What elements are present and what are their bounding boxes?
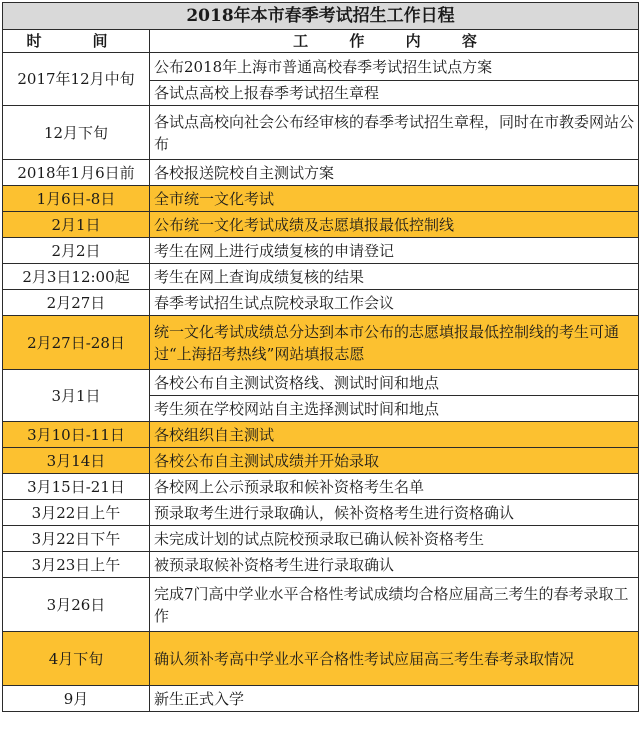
content-cell: 公布统一文化考试成绩及志愿填报最低控制线 bbox=[150, 212, 639, 238]
content-cell: 考生在网上查询成绩复核的结果 bbox=[150, 264, 639, 290]
time-cell: 3月1日 bbox=[3, 370, 150, 422]
table-row bbox=[3, 552, 639, 578]
table-row bbox=[3, 53, 639, 81]
content-column-header: 工 作 内 容 bbox=[150, 30, 639, 53]
time-cell: 2017年12月中旬 bbox=[3, 53, 150, 106]
time-cell: 2月3日12:00起 bbox=[3, 264, 150, 290]
time-cell: 3月22日下午 bbox=[3, 526, 150, 552]
table-row bbox=[3, 160, 639, 186]
time-column-header: 时 间 bbox=[3, 30, 150, 53]
time-cell: 4月下旬 bbox=[3, 632, 150, 686]
table-title: 2018年本市春季考试招生工作日程 bbox=[3, 3, 639, 30]
table-row bbox=[3, 106, 639, 160]
table-row bbox=[3, 290, 639, 316]
content-cell: 完成7门高中学业水平合格性考试成绩均合格应届高三考生的春考录取工作 bbox=[150, 578, 639, 632]
content-cell: 各校公布自主测试成绩并开始录取 bbox=[150, 448, 639, 474]
content-cell: 被预录取候补资格考生进行录取确认 bbox=[150, 552, 639, 578]
time-cell: 1月6日-8日 bbox=[3, 186, 150, 212]
content-cell: 全市统一文化考试 bbox=[150, 186, 639, 212]
table-row bbox=[3, 422, 639, 448]
content-cell: 公布2018年上海市普通高校春季考试招生试点方案 bbox=[150, 53, 639, 81]
content-cell: 各试点高校上报春季考试招生章程 bbox=[150, 81, 639, 106]
table-row bbox=[3, 578, 639, 632]
content-cell: 预录取考生进行录取确认，候补资格考生进行资格确认 bbox=[150, 500, 639, 526]
table-row bbox=[3, 264, 639, 290]
content-cell: 春季考试招生试点院校录取工作会议 bbox=[150, 290, 639, 316]
time-cell: 2月27日 bbox=[3, 290, 150, 316]
content-cell: 各校组织自主测试 bbox=[150, 422, 639, 448]
table-row bbox=[3, 632, 639, 686]
time-cell: 3月22日上午 bbox=[3, 500, 150, 526]
time-cell: 12月下旬 bbox=[3, 106, 150, 160]
content-cell: 各校公布自主测试资格线、测试时间和地点 bbox=[150, 370, 639, 396]
content-cell: 各试点高校向社会公布经审核的春季考试招生章程，同时在市教委网站公布 bbox=[150, 106, 639, 160]
content-cell: 考生须在学校网站自主选择测试时间和地点 bbox=[150, 396, 639, 422]
time-cell: 3月14日 bbox=[3, 448, 150, 474]
table-row bbox=[3, 686, 639, 712]
content-cell: 统一文化考试成绩总分达到本市公布的志愿填报最低控制线的考生可通过“上海招考热线”网站填报志愿 bbox=[150, 316, 639, 370]
table-row bbox=[3, 186, 639, 212]
table-row bbox=[3, 316, 639, 370]
title-row bbox=[3, 3, 639, 30]
content-cell: 新生正式入学 bbox=[150, 686, 639, 712]
table-row bbox=[3, 212, 639, 238]
table-row bbox=[3, 474, 639, 500]
schedule-table bbox=[2, 2, 639, 712]
time-cell: 3月10日-11日 bbox=[3, 422, 150, 448]
time-cell: 2月2日 bbox=[3, 238, 150, 264]
header-row bbox=[3, 30, 639, 53]
table-row bbox=[3, 526, 639, 552]
table-row bbox=[3, 448, 639, 474]
content-cell: 考生在网上进行成绩复核的申请登记 bbox=[150, 238, 639, 264]
time-cell: 3月26日 bbox=[3, 578, 150, 632]
table-row bbox=[3, 500, 639, 526]
time-cell: 2月1日 bbox=[3, 212, 150, 238]
content-cell: 确认须补考高中学业水平合格性考试应届高三考生春考录取情况 bbox=[150, 632, 639, 686]
table-row bbox=[3, 370, 639, 396]
time-cell: 9月 bbox=[3, 686, 150, 712]
content-cell: 未完成计划的试点院校预录取已确认候补资格考生 bbox=[150, 526, 639, 552]
table-row bbox=[3, 238, 639, 264]
time-cell: 2月27日-28日 bbox=[3, 316, 150, 370]
content-cell: 各校网上公示预录取和候补资格考生名单 bbox=[150, 474, 639, 500]
time-cell: 3月15日-21日 bbox=[3, 474, 150, 500]
content-cell: 各校报送院校自主测试方案 bbox=[150, 160, 639, 186]
time-cell: 2018年1月6日前 bbox=[3, 160, 150, 186]
time-cell: 3月23日上午 bbox=[3, 552, 150, 578]
